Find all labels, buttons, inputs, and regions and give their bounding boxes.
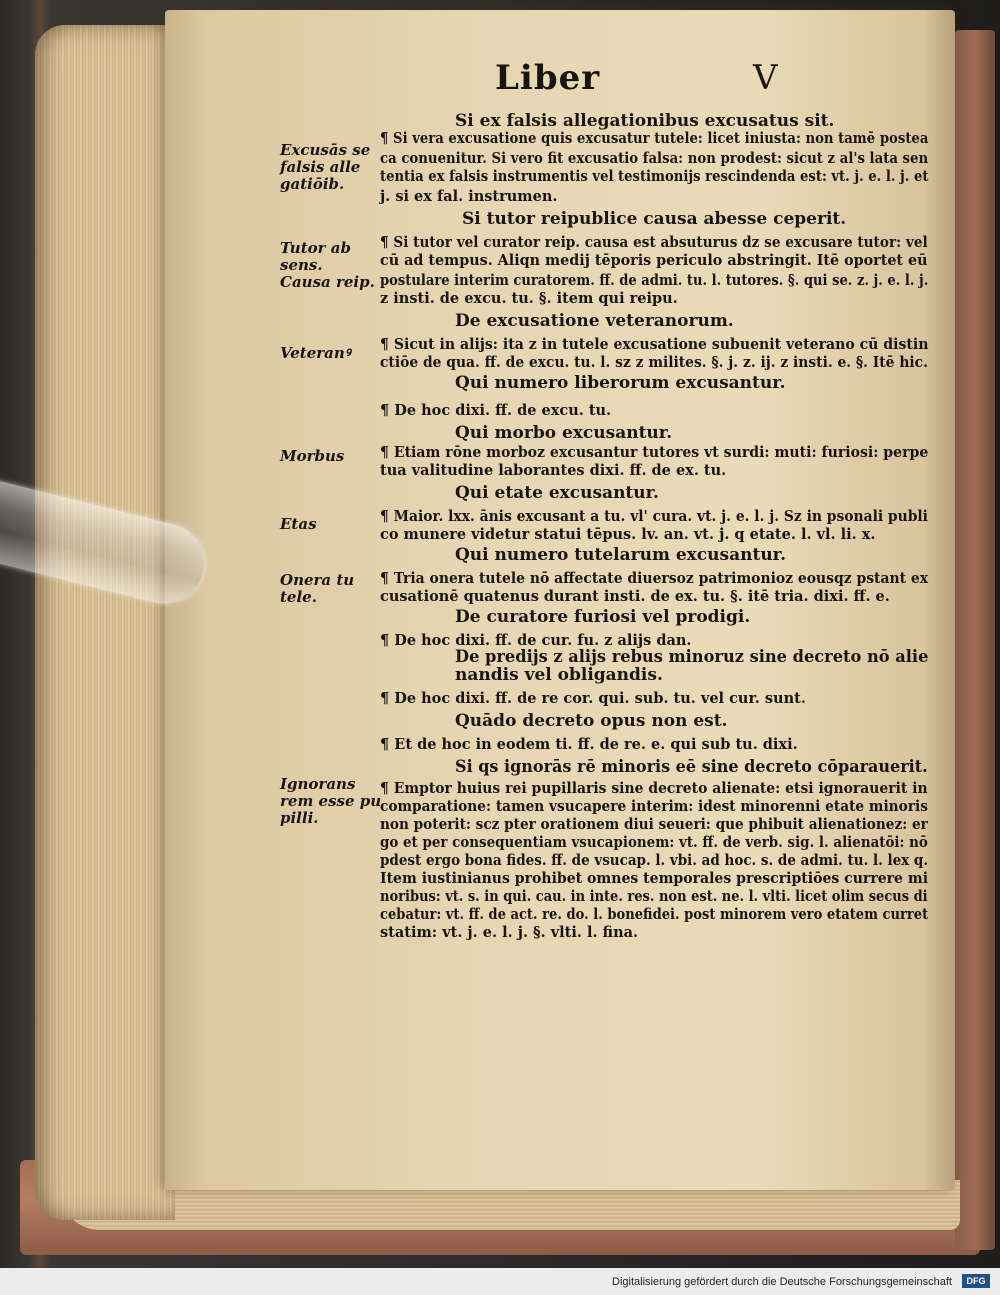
section-heading: Si ex falsis allegationibus excusatus sit. — [455, 111, 835, 131]
section-heading: Qui morbo excusantur. — [455, 423, 673, 443]
text-line: ¶ Tria onera tutele nō affectate diuersoz patrimonioz eousqz pstant ex — [380, 570, 929, 587]
text-line: ¶ Et de hoc in eodem ti. ff. de re. e. qui sub tu. dixi. — [380, 736, 798, 753]
margin-note — [280, 345, 351, 362]
margin-note-line: sens. — [280, 256, 323, 274]
text-line: tua valitudine laborantes dixi. ff. de ex. tu. — [380, 462, 727, 479]
text-line: tentia ex falsis instrumentis vel testimonijs rescindenda est: vt. j. e. l. j. et — [380, 168, 929, 185]
footer-credit: Digitalisierung gefördert durch die Deutsche Forschungsgemeinschaft — [612, 1276, 952, 1288]
section-heading: Qui numero tutelarum excusantur. — [455, 545, 786, 565]
section-heading: Quādo decreto opus non est. — [455, 711, 728, 731]
margin-note-line: Morbus — [280, 447, 345, 465]
text-line: cusationē quatenus durant insti. de ex. tu. §. itē tria. dixi. ff. e. — [380, 588, 890, 605]
text-line: noribus: vt. s. in qui. cau. in inte. res. non est. ne. l. vlti. licet olim secus di — [380, 888, 928, 905]
section-heading: De curatore furiosi vel prodigi. — [455, 607, 751, 627]
text-line: ¶ Maior. lxx. ānis excusant a tu. vl' cura. vt. j. e. l. j. Sz in psonali publi — [380, 508, 928, 525]
text-line: ¶ Emptor huius rei pupillaris sine decreto alienate: etsi ignorauerit in — [380, 780, 928, 797]
text-line: go et per consequentiam vsucapionem: vt. ff. de verb. sig. l. alienatōi: nō — [380, 834, 928, 851]
text-line: ¶ De hoc dixi. ff. de cur. fu. z alijs dan. — [380, 632, 692, 649]
text-line: Item iustinianus prohibet omnes temporales prescriptiōes currere mi — [380, 870, 929, 887]
margin-note-line: tele. — [280, 588, 317, 606]
text-line: ¶ De hoc dixi. ff. de excu. tu. — [380, 402, 612, 419]
text-line: ¶ Si tutor vel curator reip. causa est absuturus dz se excusare tutor: vel — [380, 234, 928, 251]
text-line: ca conuenitur. Si vero fit excusatio falsa: non prodest: sicut z al's lata sen — [380, 150, 929, 167]
text-line: comparatione: tamen vsucapere interim: idest minorenni etate minoris — [380, 798, 928, 815]
margin-note-line: rem esse pu — [280, 792, 382, 810]
margin-note — [280, 240, 375, 291]
text-line: ¶ Sicut in alijs: ita z in tutele excusatione subuenit veterano cū distin — [380, 336, 929, 353]
margin-note-line: Veteranꝰ — [280, 344, 351, 362]
running-header — [495, 58, 795, 100]
text-line: statim: vt. j. e. l. j. §. vlti. l. fina. — [380, 924, 639, 941]
margin-note-line: Tutor ab — [280, 239, 351, 257]
margin-note-line: Ignorans — [280, 775, 356, 793]
margin-note — [280, 516, 317, 533]
book-cover-right — [955, 30, 995, 1250]
text-line: cebatur: vt. ff. de act. re. do. l. bonefidei. post minorem vero etatem curret — [380, 906, 929, 923]
section-heading: nandis vel obligandis. — [455, 665, 663, 685]
section-heading: De excusatione veteranorum. — [455, 311, 734, 331]
running-title: Liber — [495, 58, 601, 98]
text-line: pdest ergo bona fides. ff. de vsucap. l. vbi. ad hoc. s. de admi. tu. l. lex q. — [380, 852, 929, 869]
text-line: ¶ De hoc dixi. ff. de re cor. qui. sub. tu. vel cur. sunt. — [380, 690, 806, 707]
text-line: j. si ex fal. instrumen. — [380, 188, 558, 205]
margin-note — [280, 776, 381, 827]
page-edges-left — [35, 25, 175, 1220]
section-heading: Qui etate excusantur. — [455, 483, 659, 503]
text-line: co munere videtur statui tēpus. lv. an. vt. j. q etate. l. vl. li. x. — [380, 526, 876, 543]
section-heading: Si qs ignorās rē minoris eē sine decreto cōparauerit. — [455, 757, 928, 777]
margin-note — [280, 448, 344, 465]
text-line: cū ad tempus. Aliqn medij tēporis periculo abstringit. Itē oportet eū — [380, 252, 928, 269]
text-line: z insti. de excu. tu. §. item qui reipu. — [380, 290, 678, 307]
margin-note — [280, 142, 370, 193]
margin-note-line: Onera tu — [280, 571, 355, 589]
dfg-logo-icon: DFG — [962, 1274, 990, 1288]
margin-note-line: Causa reip. — [280, 273, 375, 291]
text-line: postulare interim curatorem. ff. de admi. tu. l. tutores. §. qui se. z. j. e. l. j. — [380, 272, 929, 289]
text-line: ¶ Si vera excusatione quis excusatur tutele: licet iniusta: non tamē postea — [380, 130, 929, 147]
margin-note-line: Excusās se — [280, 141, 371, 159]
section-heading: De predijs z alijs rebus minoruz sine decreto nō alie — [455, 647, 929, 667]
text-line: ctiōe de qua. ff. de excu. tu. l. sz z milites. §. j. z. ij. z insti. e. §. Itē hic. — [380, 354, 928, 371]
text-line: non poterit: scz pter orationem diui seueri: que phibuit alienationez: er — [380, 816, 928, 833]
margin-note-line: pilli. — [280, 809, 319, 827]
text-line: ¶ Etiam rōne morboz excusantur tutores vt surdi: muti: furiosi: perpe — [380, 444, 929, 461]
margin-note-line: gatiōib. — [280, 175, 345, 193]
margin-note — [280, 572, 354, 606]
book-number: V — [753, 58, 778, 98]
margin-note-line: falsis alle — [280, 158, 361, 176]
section-heading: Qui numero liberorum excusantur. — [455, 373, 786, 393]
section-heading: Si tutor reipublice causa abesse ceperit. — [462, 209, 847, 229]
margin-note-line: Etas — [280, 515, 317, 533]
